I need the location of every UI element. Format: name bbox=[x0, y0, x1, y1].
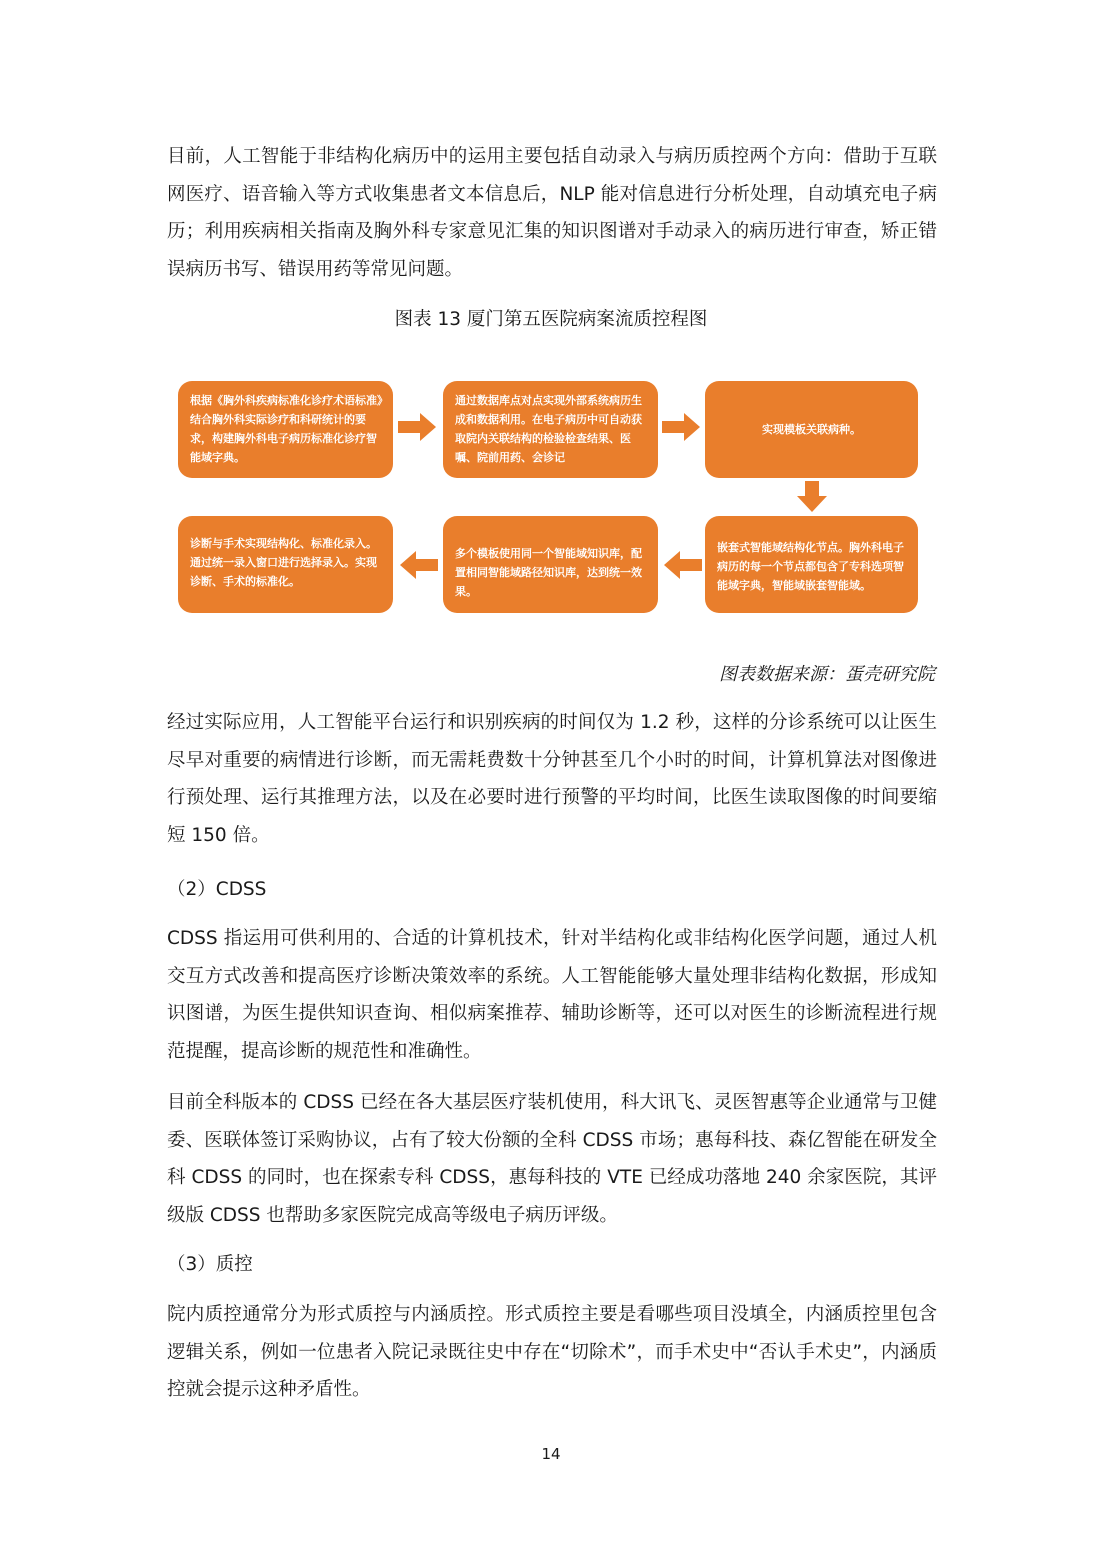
triage-paragraph: 经过实际应用，人工智能平台运行和识别疾病的时间仅为 1.2 秒，这样的分诊系统可以让医生尽早对重要的病情进行诊断，而无需耗费数十分钟甚至几个小时的时间，计算机算法对图像进行预处理、运行其推理方法，以及在必要时进行预警的平均时间，比医生读取图像的时间要缩短 150 倍。 bbox=[167, 712, 937, 846]
flow-box-standard-entry: 诊断与手术实现结构化、标准化录入。通过统一录入窗口进行选择录入。实现诊断、手术的标准化。 bbox=[178, 516, 393, 613]
flow-box-dictionary: 根据《胸外科疾病标准化诊疗术语标准》结合胸外科实际诊疗和科研统计的要求，构建胸外科电子病历标准化诊疗智能域字典。 bbox=[178, 381, 393, 478]
arrow-left-icon bbox=[662, 550, 702, 580]
arrow-right-icon bbox=[398, 412, 438, 442]
flow-box-template: 实现模板关联病种。 bbox=[705, 381, 918, 478]
section-heading-cdss: （2）CDSS bbox=[167, 879, 267, 900]
qc-paragraph: 院内质控通常分为形式质控与内涵质控。形式质控主要是看哪些项目没填全，内涵质控里包含逻辑关系，例如一位患者入院记录既往史中存在“切除术”，而手术史中“否认手术史”，内涵质控就会提示这种矛盾性。 bbox=[167, 1304, 937, 1400]
section-heading-qc: （3）质控 bbox=[167, 1254, 253, 1275]
flow-box-database: 通过数据库点对点实现外部系统病历生成和数据利用。在电子病历中可自动获取院内关联结构的检验检查结果、医嘱、院前用药、会诊记 bbox=[443, 381, 658, 478]
flow-box-shared-knowledge: 多个模板使用同一个智能域知识库，配置相同智能域路径知识库，达到统一效果。 bbox=[443, 516, 658, 613]
figure-caption: 图表 13 厦门第五医院病案流质控程图 bbox=[394, 309, 708, 330]
arrow-right-icon bbox=[662, 412, 702, 442]
cdss-definition-paragraph: CDSS 指运用可供利用的、合适的计算机技术，针对半结构化或非结构化医学问题，通过人机交互方式改善和提高医疗诊断决策效率的系统。人工智能能够大量处理非结构化数据，形成知识图谱，为医生提供知识查询、相似病案推荐、辅助诊断等，还可以对医生的诊断流程进行规范提醒，提高诊断的规范性和准确性。 bbox=[167, 928, 937, 1062]
flow-box-nested-node: 嵌套式智能域结构化节点。胸外科电子病历的每一个节点都包含了专科选项智能域字典，智能域嵌套智能域。 bbox=[705, 516, 918, 613]
figure-source: 图表数据来源：蛋壳研究院 bbox=[719, 664, 935, 685]
page-number: 14 bbox=[541, 1445, 561, 1463]
intro-paragraph: 目前，人工智能于非结构化病历中的运用主要包括自动录入与病历质控两个方向：借助于互联网医疗、语音输入等方式收集患者文本信息后，NLP 能对信息进行分析处理，自动填充电子病历；利用疾病相关指南及胸外科专家意见汇集的知识图谱对手动录入的病历进行审查，矫正错误病历书写、错误用药等常见问题。 bbox=[167, 146, 937, 280]
cdss-market-paragraph: 目前全科版本的 CDSS 已经在各大基层医疗装机使用，科大讯飞、灵医智惠等企业通常与卫健委、医联体签订采购协议，占有了较大份额的全科 CDSS 市场；惠每科技、森亿智能在研发全科 CDSS 的同时，也在探索专科 CDSS，惠每科技的 VTE 已经成功落地 240 余家医院，其评级版 CDSS 也帮助多家医院完成高等级电子病历评级。 bbox=[167, 1092, 937, 1226]
arrow-left-icon bbox=[398, 550, 438, 580]
arrow-down-icon bbox=[796, 481, 828, 513]
